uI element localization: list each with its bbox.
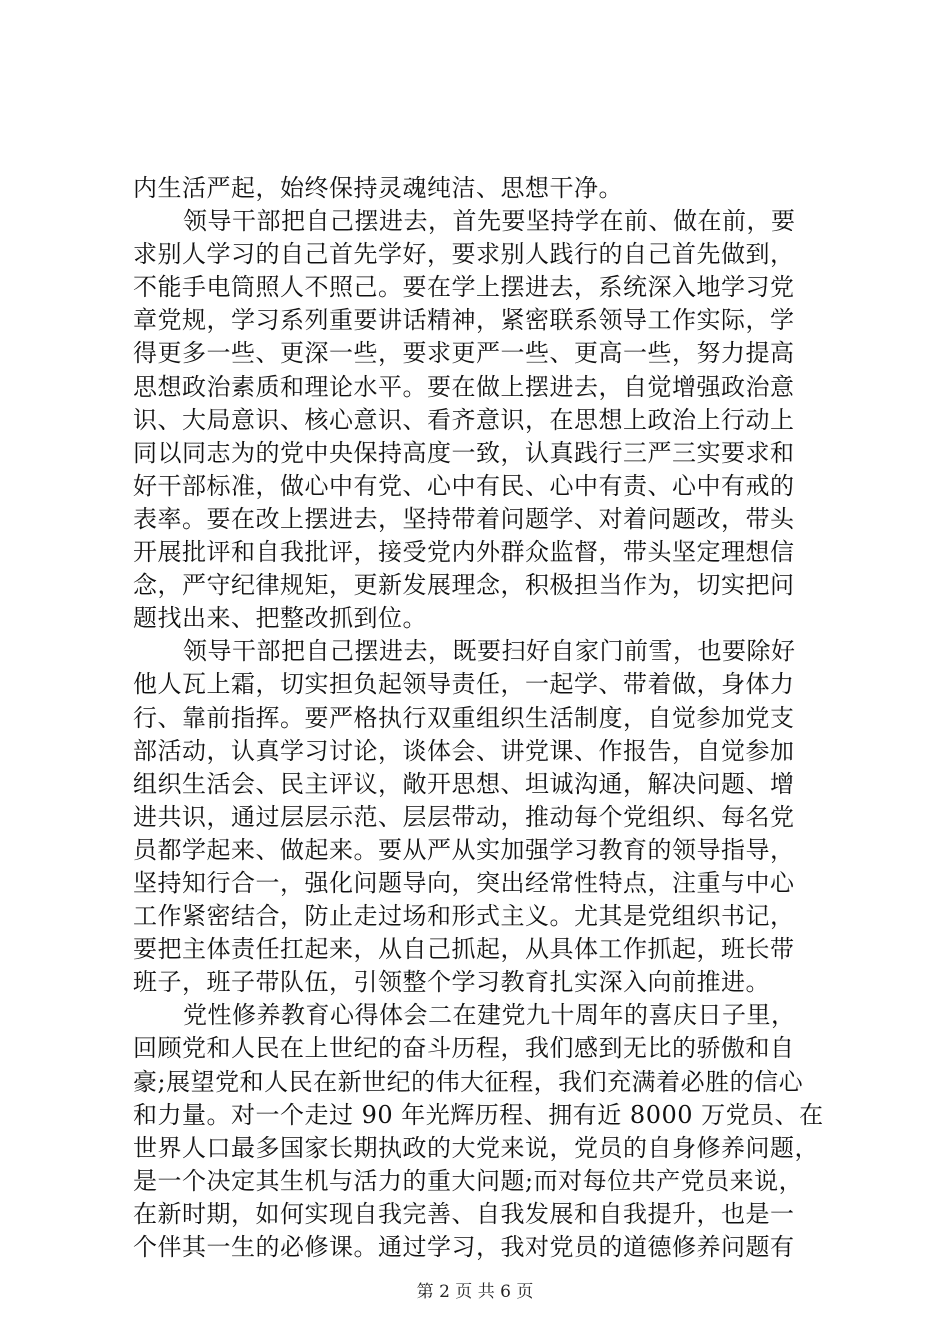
text-line: 求别人学习的自己首先学好，要求别人践行的自己首先做到， (133, 240, 795, 269)
text-line: 行、靠前指挥。要严格执行双重组织生活制度，自觉参加党支 (133, 703, 795, 732)
text-line: 识、大局意识、核心意识、看齐意识，在思想上政治上行动上 (133, 405, 795, 434)
page-footer: 第 2 页 共 6 页 (416, 1282, 534, 1302)
text-line: 同以同志为的党中央保持高度一致，认真践行三严三实要求和 (133, 438, 795, 467)
text-line: 得更多一些、更深一些，要求更严一些、更高一些，努力提高 (133, 339, 795, 368)
text-line: 回顾党和人民在上世纪的奋斗历程，我们感到无比的骄傲和自 (133, 1034, 795, 1063)
text-line: 进共识，通过层层示范、层层带动，推动每个党组织、每名党 (133, 802, 795, 831)
text-line: 不能手电筒照人不照己。要在学上摆进去，系统深入地学习党 (133, 273, 795, 302)
text-line: 领导干部把自己摆进去，既要扫好自家门前雪，也要除好 (183, 637, 796, 666)
text-line: 章党规，学习系列重要讲话精神，紧密联系领导工作实际，学 (133, 306, 795, 335)
text-line: 好干部标准，做心中有党、心中有民、心中有责、心中有戒的 (133, 471, 795, 500)
text-line: 题找出来、把整改抓到位。 (133, 604, 427, 633)
text-line: 豪;展望党和人民在新世纪的伟大征程，我们充满着必胜的信心 (133, 1067, 804, 1096)
text-line: 世界人口最多国家长期执政的大党来说，党员的自身修养问题， (133, 1133, 819, 1162)
text-line: 内生活严起，始终保持灵魂纯洁、思想干净。 (133, 174, 623, 202)
text-line: 领导干部把自己摆进去，首先要坚持学在前、做在前，要 (183, 207, 796, 236)
text-line: 班子，班子带队伍，引领整个学习教育扎实深入向前推进。 (133, 968, 770, 997)
text-line: 和力量。对一个走过 90 年光辉历程、拥有近 8000 万党员、在 (133, 1100, 824, 1129)
body-text (133, 172, 833, 1264)
text-line: 思想政治素质和理论水平。要在做上摆进去，自觉增强政治意 (133, 372, 795, 401)
text-line: 在新时期，如何实现自我完善、自我发展和自我提升，也是一 (133, 1199, 795, 1228)
text-line: 表率。要在改上摆进去，坚持带着问题学、对着问题改，带头 (133, 504, 795, 533)
text-line: 念，严守纪律规矩，更新发展理念，积极担当作为，切实把问 (133, 571, 795, 600)
text-line: 党性修养教育心得体会二在建党九十周年的喜庆日子里， (183, 1001, 796, 1030)
text-line: 是一个决定其生机与活力的重大问题;而对每位共产党员来说， (133, 1166, 804, 1195)
text-line: 开展批评和自我批评，接受党内外群众监督，带头坚定理想信 (133, 538, 795, 567)
text-line: 员都学起来、做起来。要从严从实加强学习教育的领导指导， (133, 835, 795, 864)
text-line: 要把主体责任扛起来，从自己抓起，从具体工作抓起，班长带 (133, 935, 795, 964)
text-line: 组织生活会、民主评议，敞开思想、坦诚沟通，解决问题、增 (133, 769, 795, 798)
text-line: 他人瓦上霜，切实担负起领导责任，一起学、带着做，身体力 (133, 670, 795, 699)
text-line: 部活动，认真学习讨论，谈体会、讲党课、作报告，自觉参加 (133, 736, 795, 765)
text-line: 个伴其一生的必修课。通过学习，我对党员的道德修养问题有 (133, 1233, 795, 1261)
text-line: 坚持知行合一，强化问题导向，突出经常性特点，注重与中心 (133, 868, 795, 897)
text-line: 工作紧密结合，防止走过场和形式主义。尤其是党组织书记， (133, 902, 795, 931)
